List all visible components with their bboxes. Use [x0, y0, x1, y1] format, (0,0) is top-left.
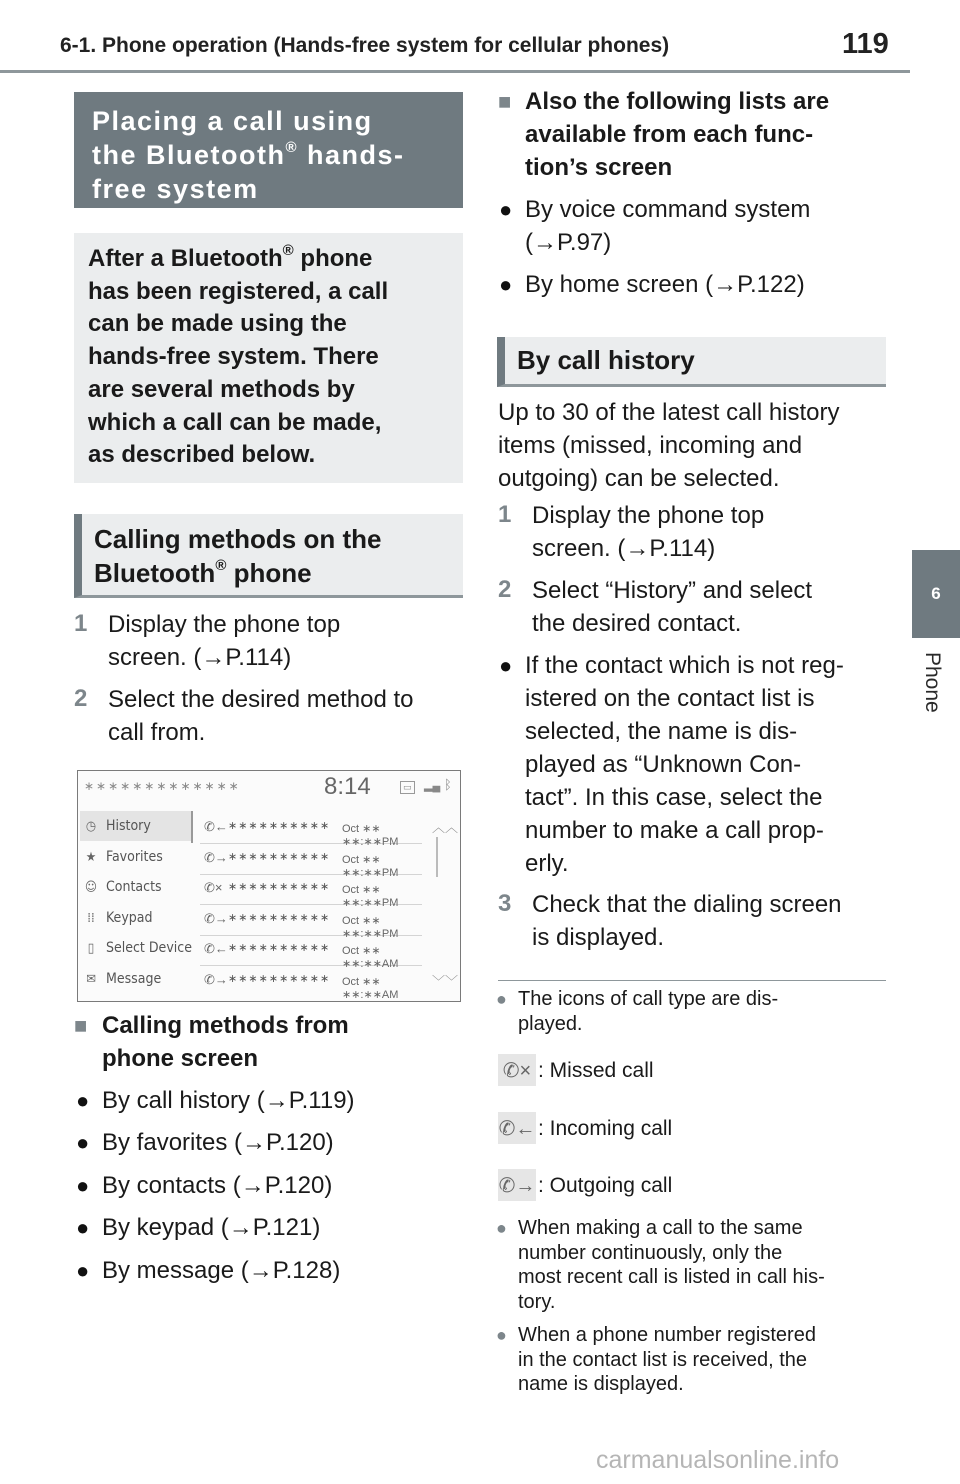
registered-mark: ® [215, 557, 227, 575]
section-title-line2 [94, 556, 451, 590]
unknown-contact-bullet [499, 649, 844, 880]
main-title-line2-pre: the Bluetooth [92, 140, 286, 170]
also-heading-line1: Also the following lists are [525, 88, 830, 115]
chapter-title: 6-1. Phone operation (Hands-free system for cellular phones) [60, 34, 670, 57]
screen-tab-label: History [106, 818, 151, 834]
also-bullet-home: By home screen (→P.122) [525, 271, 805, 298]
section-title-calling-methods [74, 514, 463, 598]
missed-call-icon: ✆× [204, 880, 223, 895]
bullet-dot-icon: ● [76, 1173, 90, 1198]
row-name: ∗∗∗∗∗∗∗∗∗∗ [228, 973, 331, 985]
intro-line1-pre: After a Bluetooth [88, 245, 283, 272]
bullet-dot-icon: ● [499, 653, 513, 678]
main-title-line2 [92, 138, 445, 172]
star-icon: ★ [85, 849, 97, 865]
section-title-call-history: By call history [497, 337, 886, 387]
history-step-2-line1: Select “History” and select [532, 577, 813, 604]
phone-screen-screenshot [77, 770, 461, 1002]
screen-tab-message[interactable] [80, 964, 192, 994]
also-bullet-voice-line1: By voice command system [525, 196, 811, 223]
registered-mark: ® [282, 242, 294, 259]
bullet-dot-icon: ● [499, 272, 513, 297]
legend-outgoing-label: : Outgoing call [538, 1174, 673, 1197]
notes-divider [498, 980, 886, 981]
method-favorites: By favorites (→P.120) [102, 1129, 334, 1156]
call-history-row[interactable] [200, 844, 422, 879]
bullet-dot-icon: ● [499, 197, 513, 222]
screen-tab-label: Contacts [106, 879, 162, 895]
note1-line2: played. [518, 1012, 583, 1035]
page-number: 119 [842, 28, 889, 60]
screen-tab-favorites[interactable] [80, 842, 192, 872]
also-bullet [499, 193, 811, 259]
screen-tab-label: Select Device [106, 940, 192, 956]
step-1-line2: screen. (→P.114) [108, 644, 292, 671]
method-bullet [76, 1211, 321, 1244]
phone-screen-heading [74, 1009, 349, 1075]
unknown-line4: played as “Unknown Con- [525, 751, 802, 778]
row-name: ∗∗∗∗∗∗∗∗∗∗ [228, 881, 331, 893]
chapter-tab-label [912, 652, 960, 742]
history-step-2-text [532, 574, 812, 640]
section-title-line2-pre: Bluetooth [94, 558, 216, 588]
incoming-call-icon: ✆← [204, 941, 228, 956]
intro-line7: as described below. [88, 441, 316, 469]
row-name: ∗∗∗∗∗∗∗∗∗∗ [228, 912, 331, 924]
legend-incoming-label: : Incoming call [538, 1117, 673, 1140]
note1-line1: The icons of call type are dis- [518, 988, 779, 1010]
note3-line2: in the contact list is received, the [518, 1348, 808, 1371]
screen-tab-select-device[interactable] [80, 933, 192, 963]
section-title-line2-post: phone [226, 558, 312, 588]
phone-screen-heading-line1: Calling methods from [102, 1012, 349, 1039]
step-number: 2 [498, 576, 512, 603]
note-registered-number [496, 1323, 816, 1397]
step-number: 1 [74, 610, 88, 637]
history-step-1-line2: screen. (→P.114) [532, 535, 716, 562]
screen-tab-label: Message [106, 971, 162, 987]
history-step-2-line2: the desired contact. [532, 610, 742, 637]
message-icon: ✉ [86, 971, 96, 987]
history-step-3-text [532, 888, 842, 954]
unknown-line6: number to make a call prop- [525, 817, 824, 844]
method-bullet [76, 1254, 341, 1287]
history-step-1-text [532, 499, 764, 565]
method-bullet [76, 1126, 334, 1159]
method-message: By message (→P.128) [102, 1257, 341, 1284]
method-call-history: By call history (→P.119) [102, 1087, 355, 1114]
note3-line3: name is displayed. [518, 1373, 684, 1395]
row-date: Oct ∗∗ ∗∗:∗∗PM [342, 854, 399, 879]
unknown-line1: If the contact which is not reg- [525, 652, 844, 679]
step-2-line1: Select the desired method to [108, 686, 414, 713]
legend-missed-label: : Missed call [538, 1059, 654, 1082]
row-name: ∗∗∗∗∗∗∗∗∗∗ [228, 851, 331, 863]
step-number: 1 [498, 501, 512, 528]
note2-line3: most recent call is listed in call his- [518, 1266, 825, 1288]
bluetooth-icon: ᛒ [444, 777, 452, 792]
note-same-number [496, 1216, 825, 1314]
phone-screen-heading-line2: phone screen [102, 1045, 259, 1072]
note-bullet-icon: ● [496, 1325, 507, 1345]
step-1-text [108, 608, 340, 674]
history-paragraph [498, 396, 840, 495]
row-date: Oct ∗∗ ∗∗:∗∗PM [342, 915, 399, 940]
screen-sidebar [80, 801, 192, 997]
history-para-line2: items (missed, incoming and [498, 432, 803, 459]
step-number: 3 [498, 890, 512, 917]
screen-sidebar-divider [191, 811, 193, 843]
row-name: ∗∗∗∗∗∗∗∗∗∗ [228, 942, 331, 954]
main-title [74, 92, 463, 208]
section-title-line1: Calling methods on the [94, 524, 382, 554]
also-heading-line3: tion’s screen [525, 154, 673, 181]
history-icon: ◷ [85, 818, 97, 834]
call-history-row[interactable] [200, 813, 422, 848]
screen-tab-label: Keypad [106, 910, 153, 926]
intro-line3: can be made using the [88, 310, 347, 338]
scrollbar[interactable] [436, 837, 438, 877]
intro-box [74, 233, 463, 483]
main-title-line3: free system [92, 174, 259, 204]
row-date: Oct ∗∗ ∗∗:∗∗PM [342, 823, 399, 848]
contacts-icon: ☺ [84, 879, 98, 895]
note2-line4: tory. [518, 1290, 556, 1313]
call-history-row[interactable] [200, 966, 422, 1001]
chapter-tab-label-text: Phone [921, 652, 944, 713]
outgoing-call-icon: ✆→ [204, 850, 228, 865]
method-bullet [76, 1169, 333, 1202]
unknown-line5: tact”. In this case, select the [525, 784, 823, 811]
missed-call-icon: ✆× [498, 1054, 536, 1086]
method-bullet [76, 1084, 355, 1117]
main-title-line2-post: hands- [298, 140, 405, 170]
outgoing-call-icon: ✆→ [204, 972, 228, 987]
history-step-3-line1: Check that the dialing screen [532, 891, 842, 918]
screen-clock: 8:14 [324, 773, 371, 800]
step-1-line1: Display the phone top [108, 611, 341, 638]
method-keypad: By keypad (→P.121) [102, 1214, 321, 1241]
bullet-dot-icon: ● [76, 1215, 90, 1240]
device-icon: ▯ [87, 940, 95, 956]
call-history-row[interactable] [200, 935, 422, 970]
row-date: Oct ∗∗ ∗∗:∗∗AM [342, 945, 399, 970]
chapter-tab[interactable]: 6 [912, 550, 960, 638]
note2-line1: When making a call to the same [518, 1217, 803, 1239]
incoming-call-icon: ✆← [204, 819, 228, 834]
screen-tab-history[interactable] [80, 811, 192, 841]
intro-line2: has been registered, a call [88, 277, 389, 305]
screen-status-icon: ▭ [400, 781, 415, 794]
intro-line4: hands-free system. There [88, 343, 379, 371]
row-date: Oct ∗∗ ∗∗:∗∗PM [342, 884, 399, 909]
note3-line1: When a phone number registered [518, 1324, 816, 1346]
screen-tab-label: Favorites [106, 849, 163, 865]
header-divider [0, 70, 910, 73]
outgoing-call-icon: ✆→ [204, 911, 228, 926]
history-para-line1: Up to 30 of the latest call history [498, 399, 840, 426]
signal-icon: ▂▄ [424, 780, 441, 792]
step-number: 2 [74, 685, 88, 712]
unknown-line2: istered on the contact list is [525, 685, 815, 712]
screen-device-name: ∗∗∗∗∗∗∗∗∗∗∗∗∗ [84, 779, 241, 793]
unknown-line7: erly. [525, 850, 569, 877]
main-title-line1: Placing a call using [92, 106, 373, 136]
also-heading-line2: available from each func- [525, 121, 814, 148]
method-contacts: By contacts (→P.120) [102, 1172, 333, 1199]
square-bullet-icon: ■ [74, 1013, 88, 1038]
outgoing-call-icon: ✆→ [498, 1169, 536, 1201]
intro-line6: which a call can be made, [88, 408, 382, 436]
note-bullet-icon: ● [496, 1218, 507, 1238]
scroll-down-icon[interactable]: ﹀﹀ [432, 974, 459, 989]
note2-line2: number continuously, only the [518, 1241, 783, 1264]
screen-tab-contacts[interactable] [80, 872, 192, 902]
step-2-line2: call from. [108, 719, 206, 746]
intro-line1-post: phone [293, 245, 373, 272]
history-step-1-line1: Display the phone top [532, 502, 765, 529]
row-date: Oct ∗∗ ∗∗:∗∗AM [342, 976, 399, 1001]
note-bullet-icon: ● [496, 989, 507, 1009]
intro-line5: are several methods by [88, 375, 355, 403]
bullet-dot-icon: ● [76, 1130, 90, 1155]
history-para-line3: outgoing) can be selected. [498, 465, 780, 492]
step-2-text [108, 683, 414, 749]
incoming-call-icon: ✆← [498, 1112, 536, 1144]
history-step-3-line2: is displayed. [532, 924, 665, 951]
also-bullet [499, 268, 805, 301]
row-name: ∗∗∗∗∗∗∗∗∗∗ [228, 820, 331, 832]
also-lists-heading [498, 85, 829, 184]
watermark: carmanualsonline.info [596, 1446, 840, 1474]
square-bullet-icon: ■ [498, 89, 512, 114]
unknown-line3: selected, the name is dis- [525, 718, 798, 745]
keypad-icon: ⁞⁞ [87, 910, 95, 926]
bullet-dot-icon: ● [76, 1258, 90, 1283]
bullet-dot-icon: ● [76, 1088, 90, 1113]
screen-tab-keypad[interactable] [80, 903, 192, 933]
also-bullet-voice-line2: (→P.97) [525, 229, 612, 256]
call-history-row[interactable] [200, 905, 422, 940]
call-history-row[interactable] [200, 874, 422, 909]
intro-line1 [88, 243, 449, 276]
scroll-up-icon[interactable]: ︿︿ [432, 820, 459, 835]
note-icons [496, 987, 779, 1036]
registered-mark: ® [285, 139, 299, 156]
